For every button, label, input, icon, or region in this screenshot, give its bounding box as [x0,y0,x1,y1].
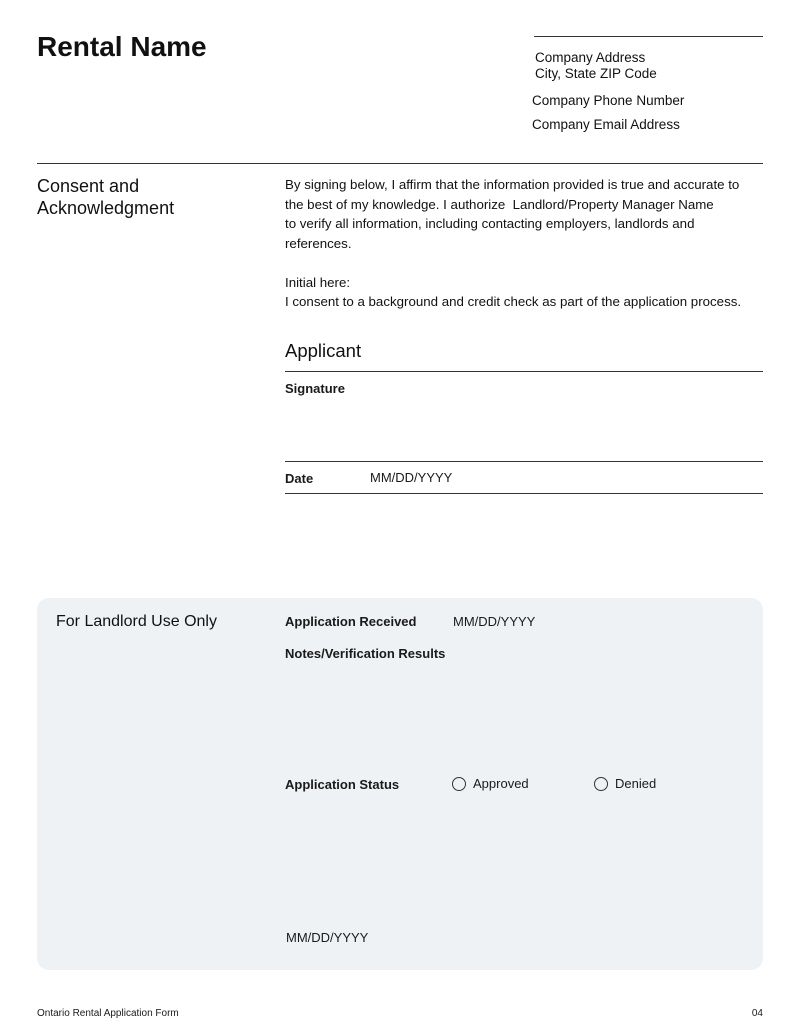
status-option-label: Approved [473,776,529,791]
consent-paragraph-line: By signing below, I affirm that the information provided is true and accurate to [285,177,740,192]
company-email: Company Email Address [532,117,680,132]
radio-button-icon[interactable] [452,777,466,791]
signature-field[interactable] [285,398,763,460]
date-line [285,493,763,494]
status-option-label: Denied [615,776,657,791]
notes-label: Notes/Verification Results [285,646,446,661]
consent-paragraph-line: references. [285,235,352,251]
consent-paragraph [285,175,739,253]
landlord-use-heading: For Landlord Use Only [56,613,217,630]
consent-heading [37,175,267,219]
page-number: 04 [751,1008,763,1019]
radio-button-icon[interactable] [594,777,608,791]
date-field[interactable]: MM/DD/YYYY [370,470,453,485]
applicant-divider [285,371,763,372]
section-divider [37,163,763,164]
status-option-approved[interactable] [452,776,529,792]
signature-line [285,461,763,462]
footer-form-name: Ontario Rental Application Form [37,1008,179,1019]
application-received-date-field[interactable]: MM/DD/YYYY [453,614,536,629]
signature-label: Signature [285,381,345,396]
company-address: Company Address [535,50,646,65]
consent-heading-line2: Acknowledgment [37,198,175,218]
application-received-label: Application Received [285,614,417,629]
application-status-label: Application Status [285,777,400,792]
consent-heading-line1: Consent and [37,176,140,196]
initial-here-label[interactable]: Initial here: [285,275,351,290]
notes-field[interactable] [285,666,763,766]
consent-paragraph-line: to verify all information, including contacting employers, landlords and [285,216,695,232]
landlord-date-field[interactable]: MM/DD/YYYY [286,930,369,945]
consent-paragraph-line: the best of my knowledge. I authorize Landlord/Property Manager Name [285,196,714,212]
company-divider [534,36,763,37]
date-label: Date [285,471,314,486]
consent-statement: I consent to a background and credit check as part of the application process. [285,294,742,309]
company-city-line: City, State ZIP Code [535,66,657,81]
status-option-denied[interactable] [594,776,656,792]
company-phone: Company Phone Number [532,93,685,108]
applicant-heading: Applicant [285,340,362,361]
page-title: Rental Name [37,31,207,62]
